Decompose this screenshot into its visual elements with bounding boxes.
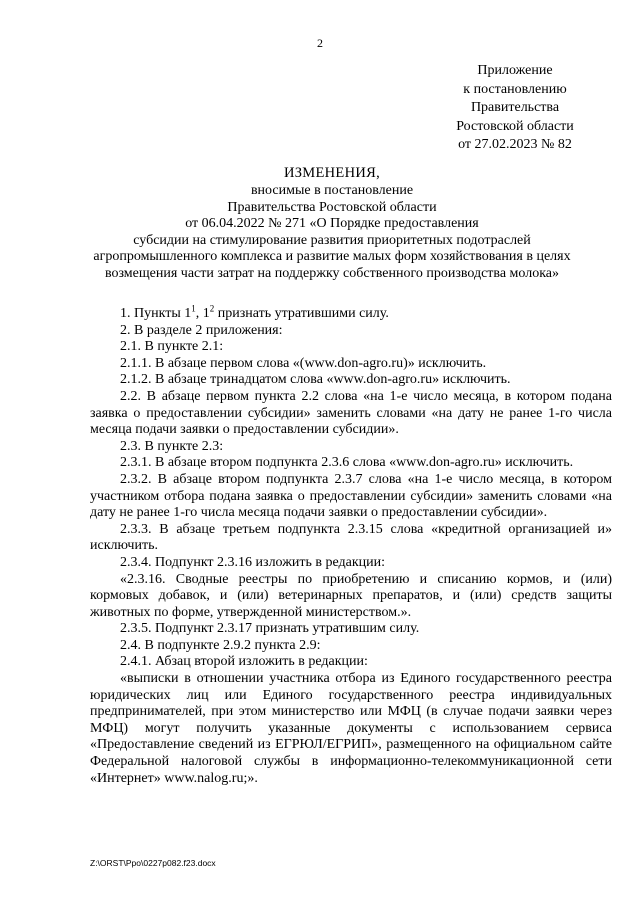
paragraph-2-3: 2.3. В пункте 2.3: [120, 438, 224, 454]
paragraph-2-3-3: 2.3.3. В абзаце третьем подпункта 2.3.15 слова «кредитной организацией и» исключить. [90, 521, 612, 554]
appendix-line: Ростовской области [456, 118, 574, 134]
paragraph-2-3-1: 2.3.1. В абзаце втором подпункта 2.3.6 слова «www.don-agro.ru» исключить. [120, 455, 574, 471]
paragraph-extract-text: «выписки в отношении участника отбора из Единого государственного реестра юридических лиц или Единого государственного реестра индивидуальных предпринимателей, при этом министерство или МФЦ (в случае подачи заявки через МФЦ) могут получить указанные документы с использованием сервиса «Предоставление сведений из ЕГРЮЛ/ЕГРИП», размещенного на официальном сайте Федеральной налоговой службы в информационно-телекоммуникационной сети «Интернет» www.nalog.ru;». [90, 671, 612, 786]
page-number: 2 [317, 36, 323, 50]
title-line: агропромышленного комплекса и развитие малых форм хозяйствования в целях [93, 249, 571, 265]
paragraph-2: 2. В разделе 2 приложения: [120, 322, 283, 338]
title-line: субсидии на стимулирование развития приоритетных подотраслей [133, 232, 531, 248]
paragraph-2-1: 2.1. В пункте 2.1: [120, 339, 224, 355]
appendix-block [440, 62, 590, 155]
paragraph-2-3-16-text: «2.3.16. Сводные реестры по приобретению и списанию кормов, и (или) кормовых добавок, и (или) ветеринарных препаратов, и (или) средств защиты животных по форме, утвержденной министерством.». [90, 571, 612, 620]
paragraph-2-3-5: 2.3.5. Подпункт 2.3.17 признать утратившим силу. [120, 621, 420, 637]
title-line: Правительства Ростовской области [227, 199, 437, 215]
appendix-line: к постановлению [463, 81, 567, 97]
title-line: от 06.04.2022 № 271 «О Порядке предоставления [185, 216, 479, 232]
paragraph-2-4-1: 2.4.1. Абзац второй изложить в редакции: [120, 654, 368, 670]
paragraph-2-3-2: 2.3.2. В абзаце втором подпункта 2.3.7 слова «на 1-е число месяца, в котором участником отбора подана заявка о предоставлении субсидии» заменить словами «на дату не ранее 1-го числа месяца подачи заявки о предоставлении субсидии». [90, 471, 612, 521]
paragraph-2-1-1: 2.1.1. В абзаце первом слова «(www.don-agro.ru)» исключить. [120, 355, 487, 371]
paragraph-1: 1. Пункты $1^1$, $1^2$ признать утратившими силу. [120, 303, 389, 321]
paragraph-2-1-2: 2.1.2. В абзаце тринадцатом слова «www.don-agro.ru» исключить. [120, 372, 511, 388]
title-heading: ИЗМЕНЕНИЯ, [283, 165, 381, 181]
document-title [56, 163, 608, 283]
paragraph-2-3-4: 2.3.4. Подпункт 2.3.16 изложить в редакции: [120, 554, 386, 570]
appendix-line: от 27.02.2023 № 82 [458, 137, 572, 153]
title-line: вносимые в постановление [250, 183, 414, 198]
appendix-line: Приложение [477, 63, 553, 78]
file-path-footer: Z:\ORST\Ppo\0227p082.f23.docx [90, 858, 216, 868]
document-body [90, 303, 612, 787]
appendix-line: Правительства [470, 100, 560, 116]
paragraph-2-4: 2.4. В подпункте 2.9.2 пункта 2.9: [120, 637, 321, 653]
paragraph-2-2: 2.2. В абзаце первом пункта 2.2 слова «на 1-е число месяца, в котором подана заявка о предоставлении субсидии» заменить словами «на дату не ранее 1-го числа месяца подачи заявки о предоставлении субсидии». [90, 388, 612, 438]
title-line: возмещения части затрат на поддержку собственного производства молока» [104, 265, 560, 281]
